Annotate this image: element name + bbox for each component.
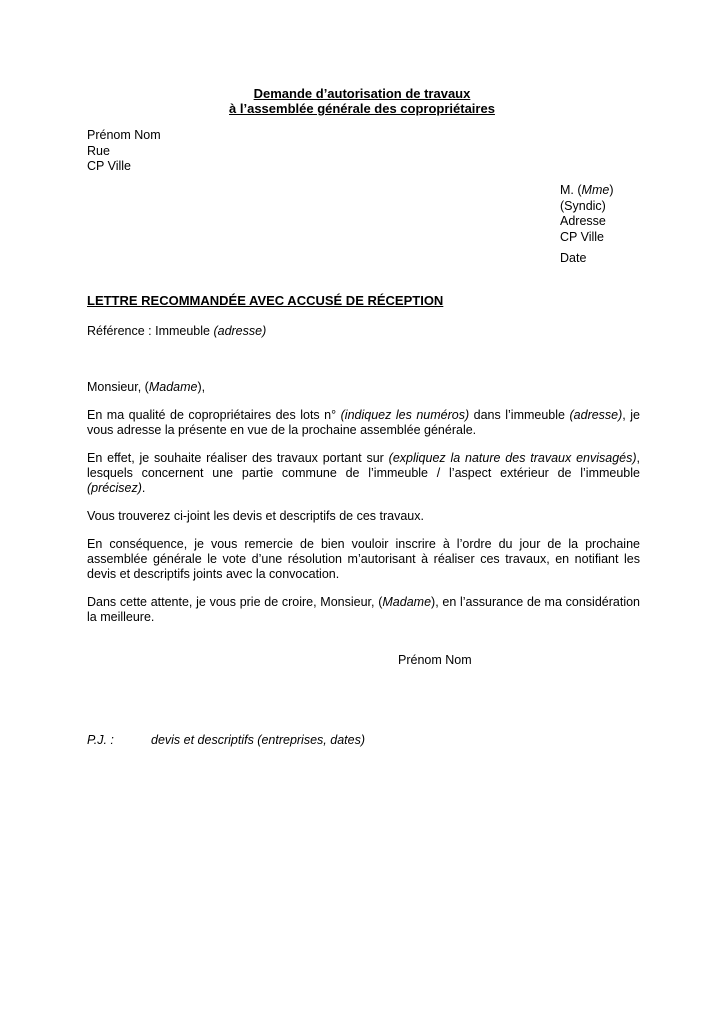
date-placeholder: Date (560, 251, 587, 265)
signature-name: Prénom Nom (398, 653, 472, 667)
sender-street: Rue (87, 143, 110, 158)
salutation-post: ), (197, 380, 206, 394)
salutation (87, 380, 640, 395)
salutation-pre: Monsieur, ( (87, 380, 149, 394)
paragraph-5 (87, 595, 640, 625)
pj-text: devis et descriptifs (entreprises, dates) (151, 733, 365, 747)
paragraph-5-text: ), en l’assurance de ma considération la meilleure. (87, 595, 640, 624)
recipient-city: CP Ville (560, 229, 605, 244)
recipient-role: (Syndic) (560, 198, 606, 213)
reference-line (87, 324, 266, 339)
recipient-name-pre: M. ( (560, 183, 582, 197)
attachments-line (87, 733, 365, 748)
paragraph-2 (87, 451, 640, 496)
subject-line: LETTRE RECOMMANDÉE AVEC ACCUSÉ DE RÉCEPTION (87, 293, 444, 308)
reference-text: Référence : Immeuble (87, 324, 214, 338)
paragraph-2-placeholder-specify: (précisez) (87, 481, 142, 495)
recipient-name-italic: Mme (581, 183, 610, 197)
paragraph-5-text: Dans cette attente, je vous prie de croire, Monsieur, ( (87, 595, 383, 609)
title-line-1: Demande d’autorisation de travaux (253, 86, 471, 101)
sender-address-block (87, 128, 161, 175)
paragraph-1 (87, 408, 640, 438)
paragraph-3: Vous trouverez ci-joint les devis et descriptifs de ces travaux. (87, 509, 424, 523)
paragraph-1-text: En ma qualité de copropriétaires des lots n° (87, 408, 341, 422)
recipient-address: Adresse (560, 214, 606, 228)
paragraph-2-text: . (141, 481, 146, 495)
title-line-2: à l’assemblée générale des copropriétaires (229, 101, 495, 116)
paragraph-5-placeholder-madame: Madame (382, 595, 432, 609)
reference-address-placeholder: (adresse) (213, 324, 267, 338)
paragraph-1-text: , je vous adresse la présente en vue de la prochaine assemblée générale. (87, 408, 640, 437)
letter-title (0, 86, 724, 116)
recipient-name (560, 183, 613, 199)
paragraph-2-text: , lesquels concernent une partie commune de l’immeuble / l’aspect extérieur de l’immeuble (87, 451, 641, 480)
salutation-italic: Madame (148, 380, 198, 394)
recipient-address-block (560, 183, 613, 245)
sender-city: CP Ville (87, 159, 132, 173)
paragraph-1-placeholder-address: (adresse) (569, 408, 623, 422)
letter-body (87, 380, 640, 638)
paragraph-1-placeholder-numbers: (indiquez les numéros) (340, 408, 470, 422)
paragraph-4: En conséquence, je vous remercie de bien vouloir inscrire à l’ordre du jour de la prochaine assemblée générale le vote d’une résolution m’autorisant à réaliser ces travaux, en notifiant les devis et descriptifs joints avec la convocation. (87, 537, 640, 581)
pj-label: P.J. : (87, 733, 114, 747)
paragraph-2-placeholder-works: (expliquez la nature des travaux envisagés) (388, 451, 637, 465)
paragraph-1-text: dans l’immeuble (469, 408, 570, 422)
paragraph-2-text: En effet, je souhaite réaliser des travaux portant sur (87, 451, 389, 465)
sender-name: Prénom Nom (87, 128, 161, 142)
recipient-name-post: ) (609, 183, 614, 197)
